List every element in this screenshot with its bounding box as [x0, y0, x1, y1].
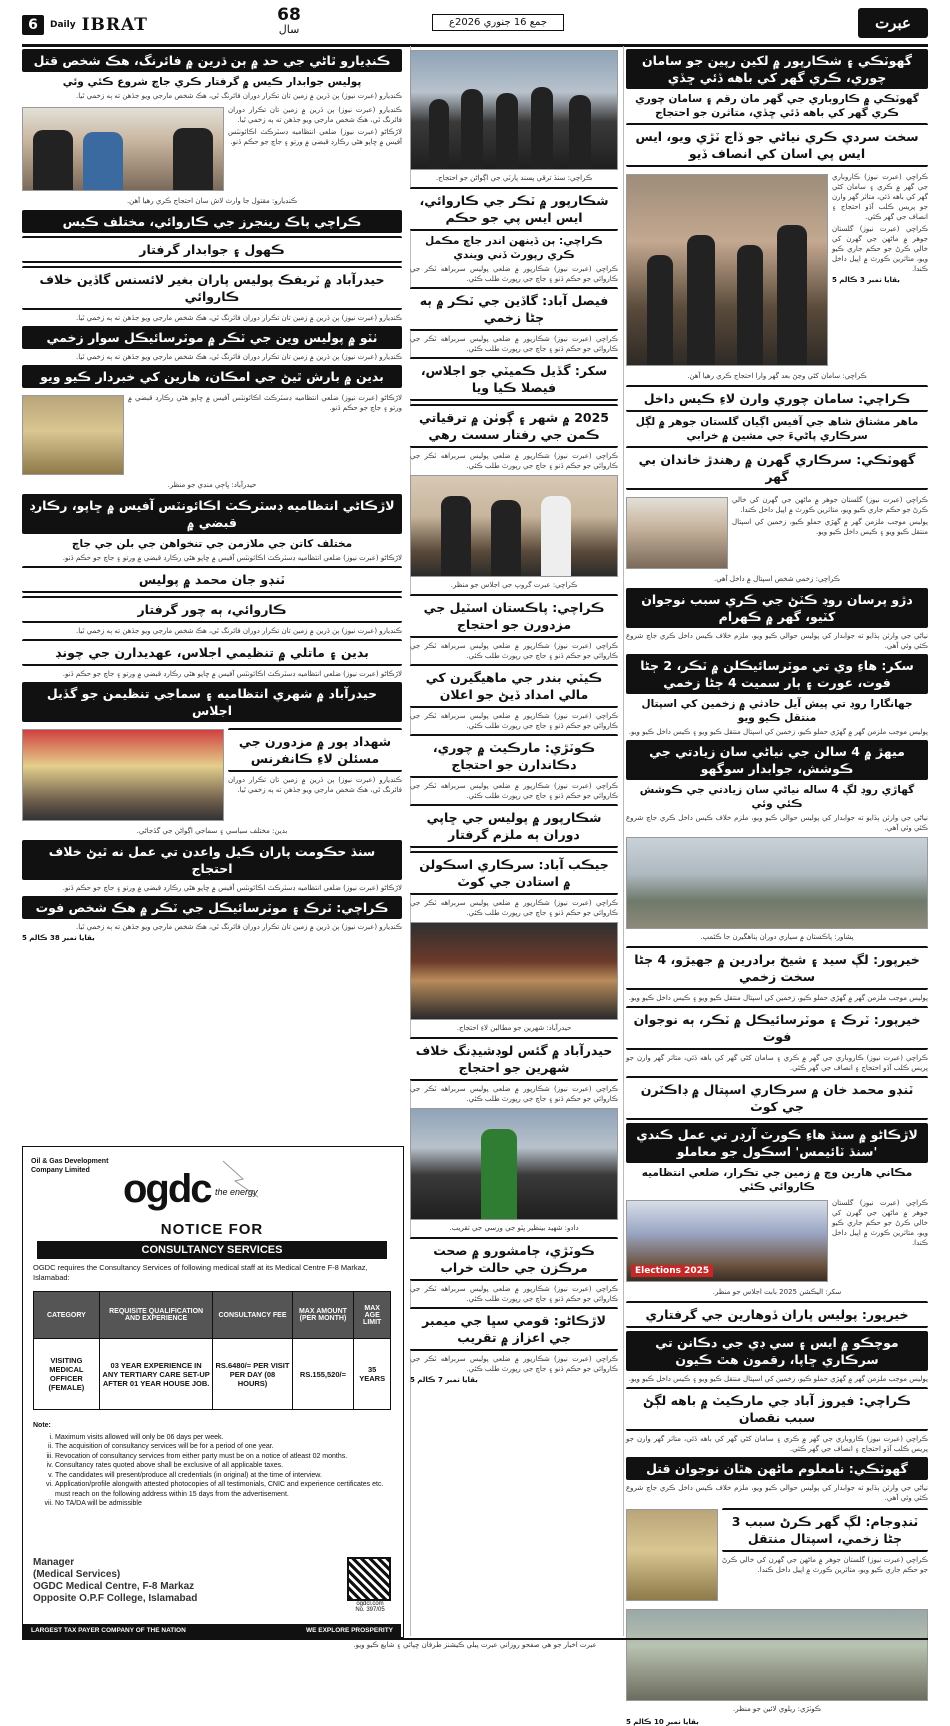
continued-note: بقايا نمبر 3 ڪالم 5 — [832, 276, 900, 284]
headline[interactable]: خيرپور: ٽرڪ ۽ موٽرسائيڪل ۾ ٽڪر، ٻه نوجوان فوت — [626, 1006, 928, 1050]
notes-label: Note: — [33, 1422, 51, 1429]
table-cell: RS.6480/= PER VISIT PER DAY (08 HOURS) — [213, 1339, 292, 1410]
table-header: REQUISITE QUALIFICATION AND EXPERIENCE — [99, 1292, 213, 1339]
story-body: ڪراچي (عبرت نيوز) ڪاروباري جي گهر ۾ ڪري ۽ سامان کڻي گهر کي باهه ڏئي، متاثر گهر وارن جو پريس ڪلب آڏو احتجاج ۽ انصاف جي گهر ڪئي. — [626, 1435, 928, 1453]
headline[interactable]: سکر: هاءِ وي تي موٽرسائيڪلن ۾ ٽڪر، 2 ڄڻا فوت، عورت ۽ ٻار سميت 4 ڄڻا زخمي — [626, 654, 928, 694]
headline[interactable]: ڪراچي: ٽرڪ ۽ موٽرسائيڪل جي ٽڪر ۾ هڪ شخص فوت — [22, 896, 402, 919]
story-text — [832, 170, 928, 370]
issue-date: جمع 16 جنوري 2026ع — [432, 14, 564, 31]
story-text — [228, 725, 402, 825]
subheadline: ڪراچي: ٻن ڏينهن اندر جاچ مڪمل ڪري رپورٽ ڏني ويندي — [425, 235, 603, 261]
photo-caption: ڪراچي: سنڌ ترقي پسند پارٽي جي اڳواڻن جو احتجاج. — [435, 174, 593, 182]
photo-caption: ڪوٽڙي: ريلوي لائين جو منظر. — [733, 1705, 821, 1713]
headline[interactable]: شهداد پور ۾ مزدورن جي مسئلن لاءِ ڪانفرنس — [228, 728, 402, 772]
brand-name: IBRAT — [81, 15, 148, 35]
story-body: ڪنڊيارو (عبرت نيوز) ٻن ڌرين ۾ زمين تان تڪرار دوران فائرنگ ٿي، هڪ شخص مارجي ويو جڏهن ته ٻه زخمي ٿيا. — [76, 627, 402, 635]
right-column — [626, 46, 928, 1726]
story-body: ڪراچي (عبرت نيوز) شڪارپور ۾ ضلعي پوليس سربراهه ٽڪر جي ڪاروائي جو حڪم ڏنو ۽ جاچ جي رپورٽ طلب ڪئي. — [410, 899, 618, 917]
story-text — [832, 1196, 928, 1286]
headline[interactable]: لاڙڪاڻي انتظاميه ڊسٽرڪٽ اڪائونٽس آفيس ۾ ڇاپو، رڪارڊ قبضي ۾ — [22, 494, 402, 534]
continued-note: بقايا نمبر 7 ڪالم 5 — [410, 1376, 478, 1384]
headline[interactable]: حيدرآباد ۾ گئس لوڊشيڊنگ خلاف شهرين جو احتجاج — [410, 1037, 618, 1081]
table-cell: VISITING MEDICAL OFFICER (FEMALE) — [34, 1339, 100, 1410]
story-body: ڪراچي (عبرت نيوز) شڪارپور ۾ ضلعي پوليس سربراهه ٽڪر جي ڪاروائي جو حڪم ڏنو ۽ جاچ جي رپورٽ طلب ڪئي. — [410, 1355, 618, 1373]
story-body: ڪراچي (عبرت نيوز) گلستان جوهر ۾ ماڻهن جي گهرن کي خالي ڪرڻ جو حڪم جاري ڪيو ويو، متاثرين ڪورٽ ۾ اپيل داخل ڪندا. — [732, 496, 928, 514]
headline[interactable]: ڪراچي: پاڪستان اسٽيل جي مزدورن جو احتجاج — [410, 594, 618, 638]
table-header-row — [34, 1292, 391, 1339]
photo-caption: ڪراچي: عبرت گروپ جي اجلاس جو منظر. — [450, 581, 578, 589]
consultancy-table — [33, 1291, 391, 1410]
middle-column — [410, 46, 618, 1636]
story-block — [626, 493, 928, 573]
story-body: ڪنڊيارو (عبرت نيوز) ٻن ڌرين ۾ زمين تان تڪرار دوران فائرنگ ٿي، هڪ شخص مارجي ويو جڏهن ته ٻه زخمي ٿيا. — [76, 353, 402, 361]
masthead-left — [22, 15, 262, 35]
story-block — [22, 725, 402, 825]
ad-tagline: the energy — [215, 1187, 258, 1197]
headline[interactable]: ٺٽو ۾ پوليس وين جي ٽڪر ۾ موٽرسائيڪل سوار زخمي — [22, 326, 402, 349]
news-photo[interactable] — [22, 395, 124, 475]
contact-line: Manager — [33, 1557, 75, 1568]
ogdc-logo: ogdc — [123, 1167, 211, 1211]
note-item: i. Maximum visits allowed will only be 06 days per week. — [55, 1433, 393, 1443]
headline[interactable]: گهوٽڪي: نامعلوم ماڻهن هٿان نوجوان قتل — [626, 1457, 928, 1480]
contact-line: OGDC Medical Centre, F-8 Markaz — [33, 1581, 195, 1592]
masthead — [22, 6, 928, 47]
note-item: iii. Revocation of consultancy services from either party must be on a notice of atleast 02 months. — [55, 1452, 393, 1462]
story-body: لاڙڪاڻو (عبرت نيوز) ضلعي انتظاميه ڊسٽرڪٽ اڪائونٽس آفيس ۾ ڇاپو هڻي رڪارڊ قبضي ۾ ورتو ۽ جاچ جو حڪم ڏنو. — [228, 128, 402, 146]
photo-caption: بدين: مختلف سياسي ۽ سماجي اڳواڻن جي گڏجاڻي. — [136, 827, 288, 835]
story-body: ڪراچي (عبرت نيوز) شڪارپور ۾ ضلعي پوليس سربراهه ٽڪر جي ڪاروائي جو حڪم ڏنو ۽ جاچ جي رپورٽ طلب ڪئي. — [410, 642, 618, 660]
story-body: پوليس موجب ملزمن گهر ۾ گهڙي حملو ڪيو، زخمين کي اسپتال منتقل ڪيو ويو ۽ ڪيس داخل ڪيو ويو. — [628, 1375, 928, 1383]
ad-band: CONSULTANCY SERVICES — [37, 1241, 387, 1259]
story-body: لاڙڪاڻو (عبرت نيوز) ضلعي انتظاميه ڊسٽرڪٽ اڪائونٽس آفيس ۾ ڇاپو هڻي رڪارڊ قبضي ۾ ورتو ۽ جاچ جو حڪم ڏنو. — [128, 394, 402, 412]
story-body: ڪراچي (عبرت نيوز) شڪارپور ۾ ضلعي پوليس سربراهه ٽڪر جي ڪاروائي جو حڪم ڏنو ۽ جاچ جي رپورٽ طلب ڪئي. — [410, 1285, 618, 1303]
column-divider — [623, 46, 624, 1636]
story-block — [22, 103, 402, 195]
headline[interactable]: حيدرآباد ۾ شهري انتظاميه ۽ سماجي تنظيمن جو گڏيل اجلاس — [22, 682, 402, 722]
headline[interactable]: جيڪب آباد: سرڪاري اسڪولن ۾ استادن جي کوٽ — [410, 851, 618, 895]
page-number: 6 — [22, 15, 44, 35]
subheadline: ماهر مشتاق شاھ جي آفيس اڳيان گلستان جوهر ۾ لڳل سرڪاري پاڻيءَ جي مشين ۾ خرابي — [635, 416, 919, 442]
ad-footer-left: LARGEST TAX PAYER COMPANY OF THE NATION — [31, 1627, 186, 1634]
story-body: ڪراچي (عبرت نيوز) شڪارپور ۾ ضلعي پوليس سربراهه ٽڪر جي ڪاروائي جو حڪم ڏنو ۽ جاچ جي رپورٽ طلب ڪئي. — [410, 712, 618, 730]
story-body: لاڙڪاڻو (عبرت نيوز) ضلعي انتظاميه ڊسٽرڪٽ اڪائونٽس آفيس ۾ ڇاپو هڻي رڪارڊ قبضي ۾ ورتو ۽ جاچ جو حڪم ڏنو. — [62, 554, 402, 562]
subheadline: مڪاني هارين وچ ۾ زمين جي تڪرار، ضلعي انتظاميه ڪاروائي ڪئي — [641, 1167, 913, 1193]
notes-list — [33, 1433, 393, 1509]
table-cell: RS.155,520/= — [292, 1339, 354, 1410]
table-header: CONSULTANCY FEE — [213, 1292, 292, 1339]
news-photo[interactable] — [410, 922, 618, 1020]
left-column — [22, 46, 402, 1142]
table-header: MAX AMOUNT (PER MONTH) — [292, 1292, 354, 1339]
story-text — [722, 1505, 928, 1605]
headline[interactable]: ڪهول ۽ جوابدار گرفتار — [22, 236, 402, 263]
headline[interactable]: بدين ۽ ماتلي ۾ تنظيمي اجلاس، عهديدارن جي چونڊ — [22, 639, 402, 666]
ad-website[interactable] — [345, 1601, 395, 1613]
headline[interactable]: شڪارپور ۾ ٽڪر جي ڪاروائي، ايس ايس پي جو حڪم — [410, 187, 618, 231]
year-number: 68 — [277, 5, 301, 25]
news-photo[interactable] — [626, 497, 728, 569]
story-body: ڪراچي (عبرت نيوز) گلستان جوهر ۾ ماڻهن جي گهرن کي خالي ڪرڻ جو حڪم جاري ڪيو ويو، متاثرين ڪورٽ ۾ اپيل داخل ڪندا. — [832, 225, 928, 273]
subheadline: گهوٽڪي ۾ ڪاروباري جي گهر مان رقم ۽ سامان چوري ڪري گهر کي باهه ڏئي ڇڏي، متاثرن جو احتجاج — [635, 93, 919, 119]
story-body: نياڻي جي وارثن ٻڌايو ته جوابدار کي پوليس حوالي ڪيو ويو، ملزم خلاف ڪيس داخل ڪري جاچ شروع ڪئي وئي آهي. — [626, 1484, 928, 1502]
ad-footer — [23, 1624, 401, 1637]
headline[interactable]: ٽنڊو جان محمد ۾ پوليس — [22, 566, 402, 593]
table-header: CATEGORY — [34, 1292, 100, 1339]
subheadline: مختلف کاتن جي ملازمن جي تنخواهن جي بلن جي جاچ — [71, 538, 353, 550]
story-body: ڪنڊيارو (عبرت نيوز) ٻن ڌرين ۾ زمين تان تڪرار دوران فائرنگ ٿي، هڪ شخص مارجي ويو جڏهن ته ٻه زخمي ٿيا. — [228, 776, 402, 794]
ad-intro: OGDC requires the Consultancy Services of following medical staff at its Medical Centre F-8 Markaz, Islamabad: — [33, 1263, 368, 1282]
news-photo[interactable] — [626, 837, 928, 929]
headline[interactable]: 2025 ۾ شهر ۽ ڳوٺن ۾ ترقياتي ڪمن جي رفتار سست رهي — [410, 404, 618, 448]
headline[interactable]: لاڙڪاڻو: قومي سڀا جي ميمبر جي اعزاز ۾ تقريب — [410, 1307, 618, 1351]
headline[interactable]: ڪوٽڙي، ڄامشورو ۾ صحت مرڪزن جي حالت خراب — [410, 1237, 618, 1281]
headline[interactable]: ڪيٽي بندر جي ماهيگيرن کي مالي امداد ڏيڻ جو اعلان — [410, 664, 618, 708]
year-badge — [267, 6, 311, 36]
story-body: ڪنڊيارو (عبرت نيوز) ٻن ڌرين ۾ زمين تان تڪرار دوران فائرنگ ٿي، هڪ شخص مارجي ويو جڏهن ته ٻه زخمي ٿيا. — [76, 92, 402, 100]
story-body: ڪراچي (عبرت نيوز) شڪارپور ۾ ضلعي پوليس سربراهه ٽڪر جي ڪاروائي جو حڪم ڏنو ۽ جاچ جي رپورٽ طلب ڪئي. — [410, 265, 618, 283]
headline[interactable]: دڙو پرسان روڊ ڪٽڻ جي ڪري سبب نوجوان کٽيو، گهر ۾ ڪهرام — [626, 588, 928, 628]
headline[interactable]: ڪراچي: سامان چوري وارن لاءِ ڪيس داخل — [626, 385, 928, 412]
headline[interactable]: سنڌ حڪومت پاران ڪيل واعدن تي عمل نه ٿيڻ خلاف احتجاج — [22, 840, 402, 880]
news-photo[interactable] — [22, 107, 224, 191]
photo-caption: ڪنڊيارو: مقتول جا وارث لاش سان احتجاج ڪري رهيا آهن. — [126, 197, 298, 205]
headline[interactable]: ڪوٽڙي: مارڪيٽ ۾ چوري، دڪاندارن جو احتجاج — [410, 734, 618, 778]
election-banner: Elections 2025 — [631, 1265, 713, 1277]
news-photo[interactable] — [626, 1200, 828, 1282]
note-item: vi. Application/profile alongwith attested photocopies of all testimonials, CNIC and experience certificates etc. must reach on the following address within 15 days from the advertisement. — [55, 1480, 393, 1499]
year-label: سال — [278, 23, 300, 36]
story-body: لاڙڪاڻو (عبرت نيوز) ضلعي انتظاميه ڊسٽرڪٽ اڪائونٽس آفيس ۾ ڇاپو هڻي رڪارڊ قبضي ۾ ورتو ۽ جاچ جو حڪم ڏنو. — [62, 670, 402, 678]
daily-label: Daily — [50, 20, 76, 30]
story-block — [626, 170, 928, 370]
story-block — [626, 1196, 928, 1286]
ad-company-name: Oil & Gas Development Company Limited — [31, 1158, 109, 1174]
headline[interactable]: ڪراچي: فيروز آباد جي مارڪيٽ ۾ باهه لڳڻ سبب نقصان — [626, 1387, 928, 1431]
ad-footer-right: WE EXPLORE PROSPERITY — [305, 1627, 393, 1634]
story-body: لاڙڪاڻو (عبرت نيوز) ضلعي انتظاميه ڊسٽرڪٽ اڪائونٽس آفيس ۾ ڇاپو هڻي رڪارڊ قبضي ۾ ورتو ۽ جاچ جو حڪم ڏنو. — [62, 884, 402, 892]
contact-line: (Medical Services) — [33, 1569, 121, 1580]
photo-caption: ڪراچي: زخمي شخص اسپتال ۾ داخل آهي. — [713, 575, 841, 583]
ogdc-advertisement[interactable] — [22, 1146, 404, 1638]
headline[interactable]: سکر: گڏيل ڪميٽي جو اجلاس، فيصلا ڪيا ويا — [410, 357, 618, 401]
headline[interactable]: فيصل آباد: گاڏين جي ٽڪر ۾ ٻه ڄڻا زخمي — [410, 287, 618, 331]
news-photo[interactable] — [626, 1509, 718, 1601]
headline[interactable]: ڪنڊيارو ٿاڻي جي حد ۾ ٻن ڌرين ۾ فائرنگ، هڪ شخص قتل — [22, 49, 402, 72]
story-body: ڪراچي (عبرت نيوز) گلستان جوهر ۾ ماڻهن جي گهرن کي خالي ڪرڻ جو حڪم جاري ڪيو ويو، متاثرين ڪورٽ ۾ اپيل داخل ڪندا. — [832, 1199, 928, 1247]
headline[interactable]: خيرپور: لڳ سيد ۽ شيخ برادرين ۾ جهيڙو، 4 ڄڻا سخت زخمي — [626, 946, 928, 990]
headline[interactable]: ڪراچي پاڪ رينجرز جي ڪاروائي، مختلف ڪيس — [22, 210, 402, 233]
subheadline: پوليس جوابدار ڪيس ۾ گرفتار ڪري جاچ شروع ڪئي وئي — [62, 76, 362, 88]
story-body: ڪراچي (عبرت نيوز) شڪارپور ۾ ضلعي پوليس سربراهه ٽڪر جي ڪاروائي جو حڪم ڏنو ۽ جاچ جي رپورٽ طلب ڪئي. — [410, 335, 618, 353]
story-body: ڪراچي (عبرت نيوز) شڪارپور ۾ ضلعي پوليس سربراهه ٽڪر جي ڪاروائي جو حڪم ڏنو ۽ جاچ جي رپورٽ طلب ڪئي. — [410, 782, 618, 800]
story-block — [626, 1505, 928, 1605]
story-body: ڪراچي (عبرت نيوز) گلستان جوهر ۾ ماڻهن جي گهرن کي خالي ڪرڻ جو حڪم جاري ڪيو ويو، متاثرين ڪورٽ ۾ اپيل داخل ڪندا. — [722, 1556, 928, 1574]
continued-note: بقايا نمبر 10 ڪالم 5 — [626, 1718, 699, 1726]
ad-contact-address — [33, 1557, 293, 1605]
table-cell: 35 YEARS — [354, 1339, 391, 1410]
news-photo[interactable] — [410, 475, 618, 577]
photo-caption: حيدرآباد: شهرين جو مطالبن لاءِ احتجاج. — [456, 1024, 572, 1032]
page-footer: عبرت اخبار جو هي صفحو روزاني عبرت پبلي ڪيشنز طرفان ڇپائي ۽ شايع ڪيو ويو. — [22, 1638, 928, 1649]
story-body: ڪنڊيارو (عبرت نيوز) ٻن ڌرين ۾ زمين تان تڪرار دوران فائرنگ ٿي، هڪ شخص مارجي ويو جڏهن ته ٻه زخمي ٿيا. — [76, 314, 402, 322]
headline[interactable]: ڪاروائي، ٻه چور گرفتار — [22, 596, 402, 623]
story-body: پوليس موجب ملزمن گهر ۾ گهڙي حملو ڪيو، زخمين کي اسپتال منتقل ڪيو ويو ۽ ڪيس داخل ڪيو ويو. — [628, 728, 928, 736]
headline[interactable]: موچڪو ۾ ايس ۽ سي ڊي جي دڪانن تي سرڪاري ڇاپا، رقمون هٿ ڪيون — [626, 1331, 928, 1371]
photo-caption: ڪراچي: سامان کڻي وڃڻ بعد گهر وارا احتجاج ڪري رهيا آهن. — [687, 372, 867, 380]
qr-code-icon[interactable] — [347, 1557, 391, 1601]
contact-line: Opposite O.P.F College, Islamabad — [33, 1593, 198, 1604]
news-photo[interactable] — [22, 729, 224, 821]
headline[interactable]: لاڙڪاڻو ۾ سنڌ هاءِ ڪورٽ آرڊر تي عمل ڪندي 'سنڌ ٽائيمس' اسڪول جو معاملو — [626, 1123, 928, 1163]
news-photo[interactable] — [410, 50, 618, 170]
table-cell: 03 YEAR EXPERIENCE IN ANY TERTIARY CARE SET-UP AFTER 01 YEAR HOUSE JOB. — [99, 1339, 213, 1410]
note-item: ii. The acquisition of consultancy services will be for a period of one year. — [55, 1442, 393, 1452]
news-photo[interactable] — [626, 1609, 928, 1701]
news-photo[interactable] — [626, 174, 828, 366]
note-item: v. The candidates will present/produce all credentials (in original) at the time of interview. — [55, 1471, 393, 1481]
photo-caption: حيدرآباد: ڀاڄي منڊي جو منظر. — [167, 481, 257, 489]
photo-caption: سکر: اليڪشن 2025 بابت اجلاس جو منظر. — [712, 1288, 842, 1296]
headline[interactable]: گهوٽڪي: سرڪاري گهرن ۾ رهندڙ خاندان بي گهر — [626, 446, 928, 490]
story-body: ڪراچي (عبرت نيوز) شڪارپور ۾ ضلعي پوليس سربراهه ٽڪر جي ڪاروائي جو حڪم ڏنو ۽ جاچ جي رپورٽ طلب ڪئي. — [410, 1085, 618, 1103]
story-text — [128, 391, 402, 479]
story-body: ڪراچي (عبرت نيوز) شڪارپور ۾ ضلعي پوليس سربراهه ٽڪر جي ڪاروائي جو حڪم ڏنو ۽ جاچ جي رپورٽ طلب ڪئي. — [410, 452, 618, 470]
headline[interactable]: ٽنڊوجام: لڳ گهر ڪرڻ سبب 3 ڄڻا زخمي، اسپتال منتقل — [722, 1508, 928, 1552]
headline[interactable]: ٽنڊو محمد خان ۾ سرڪاري اسپتال ۾ ڊاڪٽرن جي کوٽ — [626, 1076, 928, 1120]
note-item: iv. Consultancy rates quoted above shall be exclusive of all applicable taxes. — [55, 1461, 393, 1471]
story-body: پوليس موجب ملزمن گهر ۾ گهڙي حملو ڪيو، زخمين کي اسپتال منتقل ڪيو ويو ۽ ڪيس داخل ڪيو ويو. — [732, 518, 928, 536]
headline[interactable]: گهوٽڪي ۽ شڪارپور ۾ لکين رپين جو سامان چوري، ڪري گهر کي باهه ڏئي ڇڏي — [626, 49, 928, 89]
table-header: MAX AGE LIMIT — [354, 1292, 391, 1339]
ad-reference: No. 397/05 — [355, 1607, 385, 1613]
story-body: ڪراچي (عبرت نيوز) ڪاروباري جي گهر ۾ ڪري ۽ سامان کڻي گهر کي باهه ڏئي، متاثر گهر وارن جو پريس ڪلب آڏو احتجاج ۽ انصاف جي گهر ڪئي. — [832, 173, 928, 221]
website-text: ogdcl.com — [356, 1601, 384, 1607]
headline[interactable]: حيدرآباد ۾ ٽريفڪ پوليس پاران بغير لائسنس گاڏين خلاف ڪاروائي — [22, 266, 402, 310]
continued-note: بقايا نمبر 38 ڪالم 5 — [22, 934, 95, 942]
photo-caption: دادو: شهيد بينظير ڀٽو جي ورسي جي تقريب. — [449, 1224, 579, 1232]
subheadline: جهانگارا روڊ تي پيش آيل حادثي ۾ زخمين کي اسپتال منتقل ڪيو ويو — [641, 698, 913, 724]
news-photo[interactable] — [410, 1108, 618, 1220]
ad-title: NOTICE FOR — [160, 1221, 264, 1238]
story-text — [732, 493, 928, 573]
story-body: نياڻي جي وارثن ٻڌايو ته جوابدار کي پوليس حوالي ڪيو ويو، ملزم خلاف ڪيس داخل ڪري جاچ شروع ڪئي وئي آهي. — [626, 632, 928, 650]
headline[interactable]: ميهڙ ۾ 4 سالن جي نياڻي سان زيادتي جي ڪوشش، جوابدار سوگهو — [626, 740, 928, 780]
headline[interactable]: سخت سردي ڪري نياڻي جو ڏاج ٽڙي ويو، ايس ايس پي اسان کي انصاف ڏيو — [626, 123, 928, 167]
headline[interactable]: شڪارپور ۾ پوليس جي ڇاپي دوران ٻه ملزم گرفتار — [410, 804, 618, 848]
note-item: vii. No TA/DA will be admissible — [55, 1499, 393, 1509]
subheadline: گهاڙي روڊ لڳ 4 ساله نياڻي سان زيادتي جي ڪوشش ڪئي وئي — [639, 784, 915, 810]
story-body: ڪنڊيارو (عبرت نيوز) ٻن ڌرين ۾ زمين تان تڪرار دوران فائرنگ ٿي، هڪ شخص مارجي ويو جڏهن ته ٻه زخمي ٿيا. — [76, 923, 402, 931]
headline[interactable]: خيرپور: پوليس پاران ڏوهارين جي گرفتاري — [626, 1301, 928, 1328]
headline[interactable]: بدين ۾ بارش ٿيڻ جي امڪان، هارين کي خبردار ڪيو ويو — [22, 365, 402, 388]
newspaper-logo: عبرت — [858, 8, 928, 38]
story-body: ڪراچي (عبرت نيوز) ڪاروباري جي گهر ۾ ڪري ۽ سامان کڻي گهر کي باهه ڏئي، متاثر گهر وارن جو پريس ڪلب آڏو احتجاج ۽ انصاف جي گهر ڪئي. — [626, 1054, 928, 1072]
ad-notes — [33, 1421, 393, 1509]
story-body: پوليس موجب ملزمن گهر ۾ گهڙي حملو ڪيو، زخمين کي اسپتال منتقل ڪيو ويو ۽ ڪيس داخل ڪيو ويو. — [628, 994, 928, 1002]
table-row — [34, 1339, 391, 1410]
story-text — [228, 103, 402, 195]
story-body: نياڻي جي وارثن ٻڌايو ته جوابدار کي پوليس حوالي ڪيو ويو، ملزم خلاف ڪيس داخل ڪري جاچ شروع ڪئي وئي آهي. — [626, 814, 928, 832]
story-body: ڪنڊيارو (عبرت نيوز) ٻن ڌرين ۾ زمين تان تڪرار دوران فائرنگ ٿي، هڪ شخص مارجي ويو جڏهن ته ٻه زخمي ٿيا. — [228, 106, 402, 124]
photo-caption: پشاور: پاڪستان ۾ سياري دوران پناهگيرن جا ڪئمپ. — [700, 933, 854, 941]
story-block — [22, 391, 402, 479]
